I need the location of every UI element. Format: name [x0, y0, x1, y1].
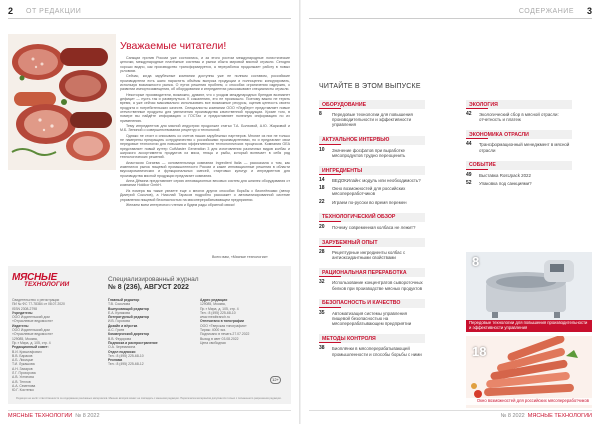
imprint-column-2: [108, 298, 198, 367]
imprint-line: Подписка и распространение: [108, 340, 158, 345]
image1-caption: Передовые технологии для повышения производительности и эффективности управления: [466, 320, 592, 332]
imprint-box: [8, 266, 291, 404]
imprint-line: Главный редактор: [108, 298, 140, 302]
toc-item-page: 38: [319, 345, 325, 352]
imprint-line: Тираж: 4000 экз.: [200, 328, 226, 333]
toc-item-page: 14: [319, 177, 325, 184]
imprint-line: Коммерческий директор: [108, 332, 150, 337]
toc-spacer: [466, 189, 572, 194]
toc-item-page: 32: [319, 279, 325, 286]
toc-section-accent: [466, 169, 488, 170]
imprint-line: ООО «Тверская типография»: [200, 323, 247, 328]
toc-spacer: [319, 360, 425, 365]
toc-section-title: БЕЗОПАСНОСТЬ И КАЧЕСТВО: [322, 300, 401, 307]
imprint-line: «Отраслевые ведомости»: [12, 332, 54, 337]
toc-item-title: Почему современная колбаса не лежит?: [332, 224, 416, 230]
toc-item-title: Автоматизация системы управления пищевой безопасностью на мясоперерабатывающем предприятии: [332, 310, 412, 327]
toc-item-title: Биоплёнки в мясоперерабатывающей промышленности и способы борьбы с ними: [332, 346, 422, 357]
image1-page-number: 8: [472, 254, 480, 269]
toc-item-title: Передовые технологии для повышения производительности и эффективности управления: [332, 112, 413, 128]
toc-item[interactable]: [319, 200, 425, 205]
toc-item-page: 28: [319, 249, 325, 256]
image2-caption: Окно возможностей для российских мясопереработчиков: [466, 398, 592, 405]
imprint-line: А.Б. Лисицын: [12, 358, 34, 363]
toc-section-header: [466, 130, 572, 139]
toc-item[interactable]: [319, 225, 425, 230]
toc-section-header: [466, 100, 572, 109]
imprint-line: Цена свободная: [200, 340, 226, 345]
toc-item-page: 22: [319, 198, 325, 205]
journal-logo: [12, 272, 78, 294]
imprint-line: Пр-т Мира, д. 105, стр. 4: [200, 306, 239, 311]
toc-section-accent: [319, 221, 341, 222]
imprint-line: Тел.: 8 (495) 225-68-10: [108, 353, 144, 358]
toc-item[interactable]: [319, 346, 425, 356]
imprint-line: Ю.Г. Костенко: [12, 388, 34, 393]
toc-section-header: [466, 161, 572, 170]
imprint-column-1: [12, 298, 102, 393]
footer-brand-left: МЯСНЫЕ ТЕХНОЛОГИИ: [8, 413, 73, 419]
imprint-line: Подписано в печать 27.07.2022: [200, 332, 250, 337]
toc-item-title: ВЕДОКИлайн: модуль или необходимость?: [332, 178, 421, 184]
imprint-line: 129085, Москва,: [200, 302, 226, 307]
header-left: ОТ РЕДАКЦИИ: [26, 8, 82, 15]
age-rating-badge: 12+: [270, 376, 281, 384]
toc-section-header: [319, 299, 425, 308]
imprint-line: А.С. Гусев: [108, 328, 125, 333]
toc-item[interactable]: [319, 280, 425, 290]
imprint-line: «Отраслевые ведомости»: [12, 319, 54, 324]
imprint-line: Реклама: [108, 358, 123, 363]
toc-item-page: 8: [319, 111, 322, 117]
imprint-line: Литературный редактор: [108, 315, 150, 320]
toc-section-accent: [319, 174, 341, 175]
toc-item-title: Значение фосфатов при выработке мясопродуктов трудно переоценить: [332, 147, 406, 158]
toc-item-title: Играем по-русски во время перемен: [332, 199, 407, 205]
left-page: [0, 0, 299, 424]
editorial-paragraph: Анастасия Сигаева — основательница компании Ingredient Italia — рассказала о том, как изменился рынок пищевой промышленности России и какие инновационные решения в области вкусоароматических и функциональных смесей, стартовых культур и ингредиентов для производства мясной продукции предлагает компания.: [120, 160, 290, 178]
header-rule-right: [309, 18, 592, 19]
toc-item-page: 35: [319, 309, 325, 316]
imprint-line: А.Н. Захаров: [12, 366, 33, 371]
footer-right: [500, 413, 592, 419]
page-number-right: 3: [586, 6, 592, 16]
toc-title: ЧИТАЙТЕ В ЭТОМ ВЫПУСКЕ: [319, 83, 421, 90]
toc-section-title: ЗАРУБЕЖНЫЙ ОПЫТ: [322, 239, 378, 246]
imprint-line: Дизайн и вёрстка: [108, 323, 138, 328]
toc-section-title: СОБЫТИЕ: [469, 162, 496, 169]
toc-item[interactable]: [319, 178, 425, 183]
toc-section-title: ЭКОЛОГИЯ: [469, 101, 498, 108]
footer-left: [8, 413, 100, 419]
imprint-line: 129085, Москва,: [12, 336, 38, 341]
footer-issue-right: № 8 2022: [500, 413, 525, 419]
editorial-paragraph: Санкции против России уже состоялись, и за этого ростом международные логистические цепочки, международные платёжные системы и рынки сбыта мировой мясной отрасли. Сегодня хорошо видно, как производство трансформируется, а переработка продолжает работу в новых условиях.: [120, 56, 290, 73]
imprint-line: А.В. Устинова: [12, 375, 34, 380]
imprint-line: Тел.: 8 (495) 225-68-12: [108, 362, 144, 367]
imprint-line: Выход в свет 03.08.2022: [200, 336, 239, 341]
imprint-line: Учредитель:: [12, 310, 34, 315]
toc-section-title: РАЦИОНАЛЬНАЯ ПЕРЕРАБОТКА: [322, 269, 407, 276]
image2-page-number: 18: [472, 344, 487, 359]
imprint-line: В.В. Бараков: [12, 353, 33, 358]
toc-item[interactable]: [319, 112, 425, 128]
toc-item-title: Окно возможностей для российских мясопереработчиков: [332, 186, 406, 197]
toc-section-accent: [319, 276, 341, 277]
toc-section-accent: [319, 246, 341, 247]
header-rule-left: [8, 18, 291, 19]
page-number-left: 2: [8, 6, 14, 16]
toc-item-title: Выставка RosUpack 2022: [479, 172, 531, 178]
toc-section-title: ЭКОНОМИКА ОТРАСЛИ: [469, 131, 529, 138]
toc-section-title: МЕТОДЫ КОНТРОЛЯ: [322, 335, 376, 342]
footer-rule-left: [8, 410, 291, 411]
toc-column-1: [319, 100, 425, 365]
toc-section-header: [319, 268, 425, 277]
toc-item[interactable]: [319, 250, 425, 260]
toc-item-title: Упаковка под санкциями?: [479, 181, 532, 187]
imprint-line: ООО Издательский дом: [12, 315, 50, 320]
imprint-line: ООО Издательский дом: [12, 328, 50, 333]
editorial-paragraph: Желаем всем интересного чтения и будем рады обратной связи!: [126, 203, 235, 207]
toc-section-accent: [319, 307, 341, 308]
toc-section-title: ОБОРУДОВАНИЕ: [322, 101, 367, 108]
sausages-photo: [8, 34, 116, 170]
imprint-line: Л.Г. Прохорова: [12, 371, 36, 376]
toc-item-page: 52: [466, 180, 472, 187]
cutter-machine-image: [466, 252, 592, 320]
toc-item[interactable]: [466, 112, 572, 122]
toc-section-accent: [319, 144, 341, 145]
toc-item[interactable]: [466, 173, 572, 178]
imprint-line: Выпускающий редактор: [108, 306, 149, 311]
imprint-note: Редакция не несёт ответственности за содержание рекламных материалов. Мнение авторов может не совпадать с мнением редакции. Перепечатка материалов допускается только с письменного разрешения редакции.: [16, 396, 282, 400]
toc-section-accent: [466, 138, 488, 139]
toc-item-page: 20: [319, 223, 325, 230]
toc-section-header: [319, 334, 425, 343]
toc-item-page: 10: [319, 146, 325, 153]
logo-line2: ТЕХНОЛОГИИ: [24, 281, 70, 288]
imprint-line: www.meatbranch.ru: [200, 315, 230, 320]
toc-item-title: Использование концентратов сывороточных белков при производстве мясных продуктов: [332, 280, 423, 291]
imprint-column-3: [200, 298, 280, 345]
toc-column-2: [466, 100, 572, 194]
toc-item-title: Экологический сбор в мясной отрасли: отчетность и платеж: [479, 112, 559, 123]
imprint-line: О.А. Черемисина: [108, 345, 136, 350]
journal-number: № 8 (236), АВГУСТ 2022: [108, 284, 189, 291]
toc-section-accent: [319, 342, 341, 343]
toc-item[interactable]: [466, 181, 572, 186]
toc-item[interactable]: [319, 186, 425, 196]
journal-type: Специализированный журнал: [108, 276, 199, 283]
toc-item-title: Рецептурные ингредиенты колбас с антиоксидантными свойствами: [332, 250, 406, 261]
imprint-line: Пр-т Мира, д. 105, стр. 4: [12, 340, 51, 345]
toc-item[interactable]: [466, 142, 572, 152]
editorial-paragraph: Сейчас, когда зарубежные компании доступны уже не полным составом, российские производители есть шанс нарастить объёмы выпуска продукции и полноценно конкурировать, используя возможности рынка. О путях решения проблем, о способах ограничения издержек, о развитии импортозамещения, об оборудовании и ингредиентах рассказывают специалисты отрасли.: [120, 74, 290, 92]
footer-rule-right: [309, 410, 592, 411]
imprint-line: Издатель:: [12, 323, 30, 328]
logo-line1: МЯСНЫЕ: [12, 272, 57, 283]
toc-section-title: ТЕХНОЛОГИЧЕСКИЙ ОБЗОР: [322, 214, 396, 221]
editorial-title: Уважаемые читатели!: [120, 40, 227, 52]
imprint-line: А.В. Теплов: [12, 379, 31, 384]
editorial-paragraph: Тему ингредиентов для мясной индустрии продолжат статьи Т.А. Болховой, А.Ю. Жарковой и М.Б. Зениной о совершенствовании рецептур и технологий.: [120, 124, 290, 133]
right-page: [301, 0, 600, 424]
toc-section-accent: [466, 108, 488, 109]
editorial-paragraph: Некоторые производители, возможно, думают, что с уходом международных брендов возникнет дефицит — пусть так и развернуться. К сожалению, это не произошло. Поэтому важно не терять время, а уже сейчас максимально использовать все возможные ресурсы, оценив ценность своего продукта и потребительских качеств. Специалисты компании ООО «Ледберг» представляет новые отечественные продукты для увеличения производства качественной продукции. Кроме того, в номере вы найдёте информацию о ГОСТах и предоставляет полезную информацию по их применению.: [120, 92, 290, 123]
imprint-line: ПИ № ФС 77-78384 от 08.07.2020: [12, 302, 65, 307]
toc-item-page: 49: [466, 171, 472, 178]
toc-item-page: 44: [466, 141, 472, 148]
toc-section-header: [319, 100, 425, 109]
editorial-paragraph: Из номера вы также узнаете еще о многих других способах борьбы с биоплёнками (автор Дмитрий Соколов), а Николай Тарасов подробно расскажет о автоматизированной системе управления пищевой безопасностью на мясоперерабатывающем предприятии.: [120, 188, 290, 202]
imprint-line: Т.В. Соколова: [108, 302, 130, 307]
imprint-line: Тел.: 8 (495) 225-68-10: [200, 310, 236, 315]
imprint-line: Свидетельство о регистрации: [12, 298, 60, 302]
imprint-line: Адрес редакции: [200, 298, 228, 302]
toc-item[interactable]: [319, 311, 425, 327]
editorial-signature: Всего вам, «Мясные технологии»: [212, 255, 268, 259]
header-right: СОДЕРЖАНИЕ: [518, 8, 574, 15]
toc-section-title: АКТУАЛЬНОЕ ИНТЕРВЬЮ: [322, 137, 390, 144]
imprint-line: ISSN 2308-2798: [12, 306, 38, 311]
imprint-line: Редакционный совет:: [12, 345, 49, 350]
imprint-line: А.А. Семенова: [12, 383, 36, 388]
toc-item-title: Трансформационный менеджмент в мясной отрасли: [479, 142, 570, 153]
toc-section-header: [319, 213, 425, 222]
imprint-line: Отдел подписки: [108, 349, 136, 354]
imprint-line: Е.А. Кулакова: [108, 310, 130, 315]
imprint-line: В.В. Федорова: [108, 336, 132, 341]
toc-section-accent: [319, 108, 341, 109]
footer-brand-right: МЯСНЫЕ ТЕХНОЛОГИИ: [527, 413, 592, 419]
imprint-line: Т.И. Лукашова: [12, 362, 35, 367]
toc-section-header: [319, 166, 425, 175]
toc-section-title: ИНГРЕДИЕНТЫ: [322, 167, 363, 174]
editorial-paragraph: Однако не стоит и списывать со счетов наших зарубежных партнеров. Многие из них не только не намерены прекращать сотрудничество с российскими производителями, но и предлагают свои передовые технологии для повышения эффективности технологических процессов. Компания GEA представляет новый куттер CutMaster Generation 3 для изготовления различных видов колбас и широкого ассортимента продуктов из мяса, птицы и рыбы, который включает в себя ряд технологических решений.: [120, 133, 290, 160]
toc-item-page: 42: [466, 111, 472, 117]
imprint-line: И.В. Горохова: [108, 319, 130, 324]
toc-section-header: [319, 136, 425, 145]
imprint-line: Отпечатано в типографии: [200, 319, 245, 324]
editorial-text: [120, 56, 290, 208]
footer-issue-left: № 8 2022: [75, 413, 100, 419]
toc-section-header: [319, 238, 425, 247]
editorial-paragraph: Анна Дёмина представляет серию инновационных весовых систем для шпилек оборудования от компании Holdkor GmbH.: [120, 179, 290, 188]
imprint-line: В.И. Криштафович: [12, 349, 42, 354]
toc-item-page: 18: [319, 185, 325, 192]
toc-item[interactable]: [319, 148, 425, 158]
